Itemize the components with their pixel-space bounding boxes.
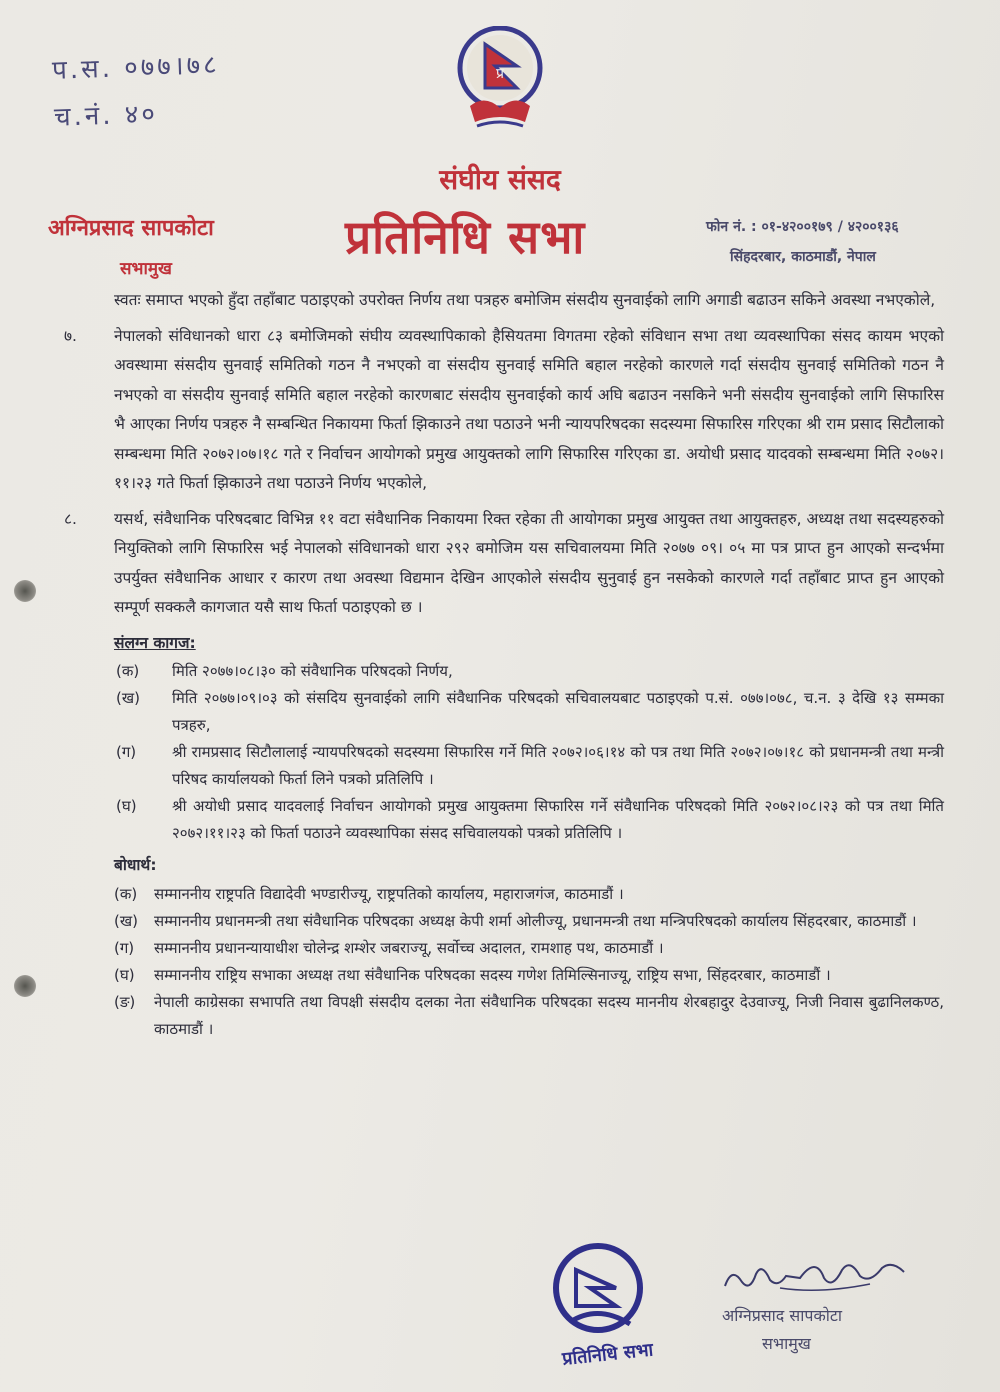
list-marker: (ख) (116, 689, 140, 707)
stamp-text: प्रतिनिधि सभा (561, 1339, 655, 1370)
attachments-list (64, 658, 944, 847)
list-text: मिति २०७७।०८।३० को संवैधानिक परिषदको निर्णय, (172, 662, 453, 680)
paragraph-text: नेपालको संविधानको धारा ८३ बमोजिमको संघीय व्यवस्थापिकाको हैसियतमा विगतमा रहेको संविधान सभा तथा व्यवस्थापिका संसद कायम भएको अवस्थामा संसदीय सुनवाई समितिको गठन नै नभएको वा संसदीय सुनवाई समिति बहाल नरहेको कारणले गर्दा संसदीय सुनवाई समितिको गठन नै नभएको वा संसदीय सुनवाई समिति बहाल नरहेको कारणबाट संसदीय सुनवाईको कार्य अघि बढाउन नसकिने भनी संसदीय सुनवाईको लागि सिफारिस भै आएका निर्णय पत्रहरु नै सम्बन्धित निकायमा फिर्ता झिकाउने तथा पठाउने भनी न्यायपरिषदका सदस्यमा सिफारिस गरिएका श्री राम प्रसाद सिटौलाको सम्बन्धमा मिति २०७२।०७।१८ गते र निर्वाचन आयोगको प्रमुख आयुक्तको लागि सिफारिस गरिएका डा. अयोधी प्रसाद यादवको सम्बन्धमा मिति २०७२।११।२३ गते फिर्ता झिकाउने तथा पठाउने निर्णय भएकोले, (114, 326, 944, 492)
office-address: सिंहदरबार, काठमाडौं, नेपाल (730, 249, 876, 265)
paragraph-8 (64, 505, 944, 623)
list-text: श्री रामप्रसाद सिटौलालाई न्यायपरिषदको सदस्यमा सिफारिस गर्ने मिति २०७२।०६।१४ को पत्र तथा मिति २०७२।०७।१८ को प्रधानमन्त्री तथा मन्त्री परिषद कार्यालयको फिर्ता लिने पत्रको प्रतिलिपि । (172, 743, 944, 788)
handwritten-reference: प.स. ०७७।७८ (51, 50, 221, 86)
speaker-name: अग्निप्रसाद सापकोटा (48, 216, 214, 241)
paragraph-text: यसर्थ, संवैधानिक परिषदबाट विभिन्न ११ वटा संवैधानिक निकायमा रिक्त रहेका ती आयोगका प्रमुख आयुक्त तथा आयुक्तहरु, अध्यक्ष तथा सदस्यहरुको नियुक्तिको लागि सिफारिस भई नेपालको संविधानको धारा २९२ बमोजिम यस सचिवालयमा मिति २०७७ ०९। ०५ मा पत्र प्राप्त हुन आएको सन्दर्भमा उपर्युक्त संवैधानिक आधार र कारण तथा अवस्था विद्यमान देखिन आएकोले संसदीय सुनुवाई हुन नसकेको कारणले गर्दा तहाँबाट प्राप्त हुन आएको सम्पूर्ण सक्कलै कागजात यसै साथ फिर्ता पठाइएको छ । (114, 509, 944, 616)
paragraph-7 (64, 322, 944, 499)
list-marker: (ग) (114, 938, 135, 957)
list-marker: (ङ) (114, 992, 136, 1011)
office-stamp-icon (550, 1240, 680, 1370)
paragraph-number: ७. (64, 326, 77, 345)
list-item (64, 739, 944, 793)
attachments-heading: संलग्न कागज: (114, 633, 196, 652)
cc-list (64, 881, 944, 1043)
signature-icon (720, 1248, 910, 1298)
contact-block (706, 212, 899, 272)
list-item (64, 658, 944, 685)
speaker-role: सभामुख (120, 259, 172, 279)
signatory-role: सभामुख (762, 1334, 811, 1353)
punch-hole-icon (14, 580, 36, 602)
letter-body (64, 286, 944, 1043)
list-text: सम्माननीय राष्ट्रिय सभाका अध्यक्ष तथा संवैधानिक परिषदका सदस्य गणेश तिमिल्सिनाज्यू, राष्ट्रिय सभा, सिंहदरबार, काठमाडौं । (154, 965, 831, 984)
list-item (64, 962, 944, 989)
paragraph-number: ८. (64, 509, 77, 528)
list-text: मिति २०७७।०९।०३ को संसदिय सुनवाईको लागि संवैधानिक परिषदको सचिवालयबाट पठाइएको प.सं. ०७७।०७८, च.न. ३ देखि १३ सम्मका पत्रहरु, (172, 689, 944, 734)
list-text: सम्माननीय प्रधानन्यायाधीश चोलेन्द्र शम्शेर जबराज्यू, सर्वोच्च अदालत, रामशाह पथ, काठमाडौं । (154, 938, 664, 957)
list-marker: (क) (116, 662, 140, 680)
list-marker: (घ) (116, 797, 137, 815)
list-marker: (ख) (114, 911, 138, 930)
signatory-name: अग्निप्रसाद सापकोटा (722, 1306, 843, 1325)
list-marker: (क) (114, 884, 138, 903)
list-item (64, 989, 944, 1043)
list-item (64, 793, 944, 847)
list-item (64, 935, 944, 962)
list-item (64, 685, 944, 739)
svg-text:प्र: प्र (496, 66, 504, 82)
intro-paragraph (64, 286, 944, 316)
list-text: सम्माननीय राष्ट्रपति विद्यादेवी भण्डारीज्यू, राष्ट्रपतिको कार्यालय, महाराजगंज, काठमाडौं । (154, 884, 624, 903)
list-item (64, 881, 944, 908)
intro-text: स्वतः समाप्त भएको हुँदा तहाँबाट पठाइएको उपरोक्त निर्णय तथा पत्रहरु बमोजिम संसदीय सुनवाईको लागि अगाडी बढाउन सकिने अवस्था नभएकोले, (114, 291, 936, 309)
cc-heading: बोधार्थ: (114, 856, 157, 874)
punch-hole-icon (14, 975, 36, 997)
list-marker: (घ) (114, 965, 135, 984)
list-marker: (ग) (116, 743, 137, 761)
parliament-emblem-icon (455, 26, 545, 136)
list-text: नेपाली काग्रेसका सभापति तथा विपक्षी संसदीय दलका नेता संवैधानिक परिषदका सदस्य माननीय शेरबहादुर देउवाज्यू, निजी निवास बुढानिलकण्ठ, काठमाडौं । (154, 992, 944, 1038)
list-item (64, 908, 944, 935)
page-title: प्रतिनिधि सभा (345, 210, 586, 264)
parliament-subtitle: संघीय संसद (439, 163, 561, 196)
list-text: श्री अयोधी प्रसाद यादवलाई निर्वाचन आयोगको प्रमुख आयुक्तमा सिफारिस गर्ने संवैधानिक परिषदको मिति २०७२।०८।२३ को पत्र तथा मिति २०७२।११।२३ को फिर्ता पठाउने व्यवस्थापिका संसद सचिवालयको पत्रको प्रतिलिपि । (172, 797, 944, 842)
handwritten-chalani: च.नं. ४० (53, 99, 159, 133)
phone-number: फोन नं. : ०१-४२००१७९ / ४२००१३६ (706, 219, 899, 235)
list-text: सम्माननीय प्रधानमन्त्री तथा संवैधानिक परिषदका अध्यक्ष केपी शर्मा ओलीज्यू, प्रधानमन्त्री तथा मन्त्रिपरिषदको कार्यालय सिंहदरबार, काठमाडौं । (154, 911, 917, 930)
